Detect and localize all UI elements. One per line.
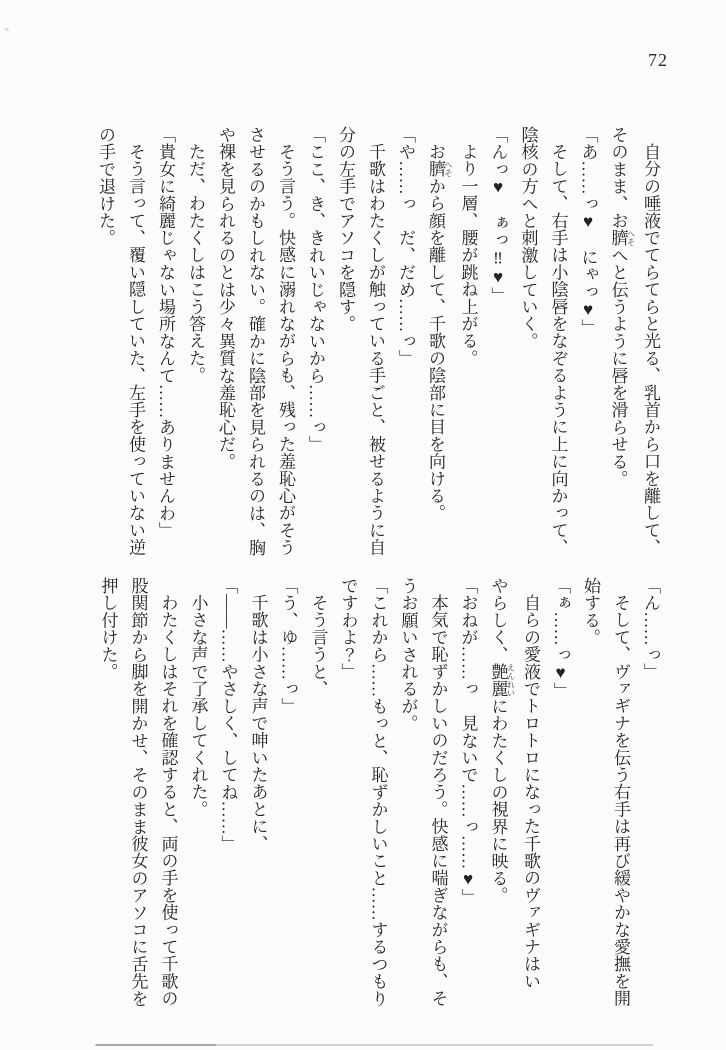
text-line: 押し付けた。 bbox=[98, 577, 118, 681]
text-line: そう言うと、 bbox=[308, 594, 328, 698]
text-line: 「貴女に綺麗じゃない場所なんて……ありませんわ」 bbox=[156, 126, 175, 539]
text-line: 「ん……っ」 bbox=[641, 577, 660, 681]
text-line: 「ここ、き、きれいじゃないから……っ」 bbox=[306, 126, 325, 453]
text-line: そして、右手は小陰唇をなぞるように上に向かって、 bbox=[548, 143, 568, 556]
text-line: 小さな声で了承してくれた。 bbox=[188, 594, 208, 818]
text-line: 千歌は小さな声で呻いたあとに、 bbox=[248, 594, 268, 852]
page-number: 72 bbox=[648, 50, 668, 70]
text-line: より一層、腰が跳ね上がる。 bbox=[458, 143, 478, 367]
text-line: や裸を見られるのとは少々異質な羞恥心だ。 bbox=[216, 126, 235, 470]
text-line: 「あ……っ♥ にゃっ♥」 bbox=[578, 126, 598, 337]
text-line: 「これから……もっと、恥ずかしいこと……するつもり bbox=[368, 577, 388, 1007]
text-line: そう言って、覆い隠していた、左手を使っていない逆 bbox=[126, 143, 145, 556]
text-line: やらしく、艶麗 えんれいにわたくしの視界に映る。 bbox=[488, 577, 516, 904]
text-line: 「んっ♥ ぁっ‼♥」 bbox=[488, 126, 508, 304]
text-line: そう言う。快感に溺れながらも、残った羞恥心がそう bbox=[276, 143, 295, 556]
text-line: 「おねが……っ 見ないで……っ……♥」 bbox=[458, 577, 478, 906]
text-line: ですわよ？」 bbox=[338, 577, 358, 681]
text-line: お臍 へそから顔を離して、千歌の陰部に目を向ける。 bbox=[426, 143, 453, 522]
text-line: 陰核の方へと刺激していく。 bbox=[518, 126, 538, 350]
text-line: の手で退けた。 bbox=[96, 126, 115, 247]
text-line: 「――……やさしく、してね……」 bbox=[218, 577, 238, 853]
bottom-passage bbox=[93, 577, 666, 1015]
text-line: 股関節から脚を開かせ、そのまま彼女のアソコに舌先を bbox=[128, 577, 148, 1007]
text-line: 「う、ゆ……っ」 bbox=[278, 577, 298, 715]
text-line: 千歌はわたくしが触っている手ごと、被せるように自 bbox=[366, 143, 385, 556]
text-line: 「ぁ……っ♥」 bbox=[551, 577, 570, 700]
text-line: 自分の唾液でてらてらと光る、乳首から口を離して、 bbox=[641, 143, 660, 556]
text-line: そして、ヴァギナを伝う右手は再び緩やかな愛撫を開 bbox=[611, 594, 630, 1007]
text-line: わたくしはそれを確認すると、両の手を使って千歌の bbox=[158, 594, 178, 1007]
top-passage bbox=[90, 126, 665, 564]
text-line: 本気で恥ずかしいのだろう。快感に喘ぎながらも、そ bbox=[428, 594, 448, 1007]
scan-speck bbox=[5, 28, 9, 31]
text-line: うお願いされるが。 bbox=[398, 577, 418, 732]
text-line: 自らの愛液でトロトロになった千歌のヴァギナはい bbox=[521, 594, 540, 990]
text-line: ただ、わたくしはこう答えた。 bbox=[186, 143, 205, 384]
text-line: 分の左手でアソコを隠す。 bbox=[336, 126, 355, 333]
page-bottom-scan-line-dark bbox=[96, 1044, 216, 1046]
text-line: 「や……っ だ、だめ……っ」 bbox=[396, 126, 415, 367]
text-line: 始する。 bbox=[581, 577, 600, 646]
text-line: させるのかもしれない。確かに陰部を見られるのは、胸 bbox=[246, 126, 265, 556]
text-line: そのまま、お臍 へそへと伝うように唇を滑らせる。 bbox=[608, 126, 636, 488]
